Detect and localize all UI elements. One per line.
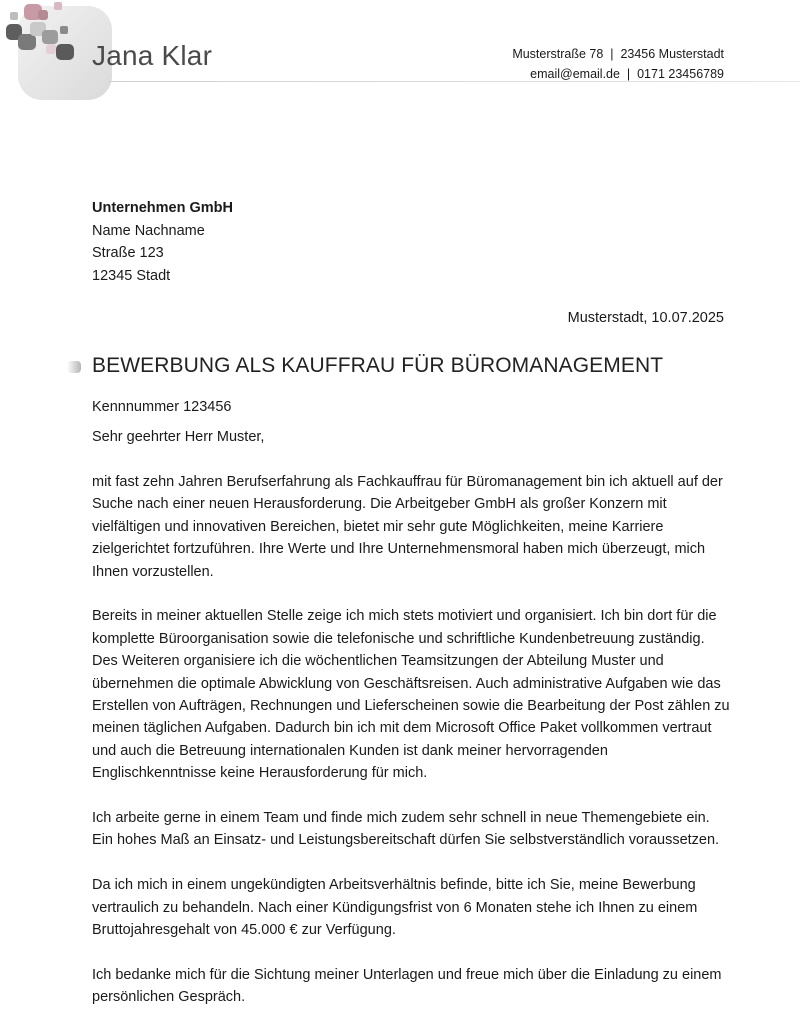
body-paragraph: Ich arbeite gerne in einem Team und finde mich zudem sehr schnell in neue Themengebiete ein. Ein hohes Maß an Einsatz- und Leistungsbereitschaft dürfen Sie selbstverständlich voraussetzen. (92, 810, 720, 849)
salutation: Sehr geehrter Herr Muster, (92, 429, 265, 445)
letter-subject: BEWERBUNG ALS KAUFFRAU FÜR BÜROMANAGEMENT (92, 354, 664, 377)
recipient-company: Unternehmen GmbH (92, 200, 233, 216)
sender-name: Jana Klar (92, 40, 213, 71)
reference-number: Kennnummer 123456 (92, 399, 232, 415)
letter-body (92, 471, 732, 1031)
recipient-person: Name Nachname (92, 222, 205, 239)
body-paragraph: Da ich mich in einem ungekündigten Arbeitsverhältnis befinde, bitte ich Sie, meine Bewerbung vertraulich zu behandeln. Nach einer Kündigungsfrist von 6 Monaten stehe ich Ihnen zu einem Bruttojahresgehalt von 45.000 € zur Verfügung. (92, 877, 698, 939)
body-paragraph: mit fast zehn Jahren Berufserfahrung als Fachkauffrau für Büromanagement bin ich aktuell auf der Suche nach einer neuen Herausforderung. Die Arbeitgeber GmbH als großer Konzern mit vielfältigen und innovativen Bereichen, bietet mir sehr gute Möglichkeiten, meine Karriere zielgerichtet fortzuführen. Ihre Werte und Ihre Unternehmensmoral haben mich überzeugt, mich Ihnen vorzustellen. (92, 474, 723, 580)
subject-bullet-icon (66, 359, 82, 375)
recipient-address (92, 197, 233, 287)
body-paragraph: Bereits in meiner aktuellen Stelle zeige ich mich stets motiviert und organisiert. Ich bin dort für die komplette Büroorganisation sowie die telefonische und schriftliche Kundenbetreuung zuständig. Des Weiteren organisiere ich die wöchentlichen Teamsitzungen der Abteilung Muster und übernehmen die optimale Abwicklung von Geschäftsreisen. Auch administrative Aufgaben wie das Erstellen von Aufträgen, Rechnungen und Lieferscheinen sowie die Bearbeitung der Post zählen zu meinen täglichen Aufgaben. Dadurch bin ich mit dem Microsoft Office Paket vollkommen vertraut und auch die Betreuung internationalen Kunden ist dank meiner hervorragenden Englischkenntnisse keine Herausforderung für mich. (92, 608, 730, 782)
body-paragraph: Ich bedanke mich für die Sichtung meiner Unterlagen und freue mich über die Einladung zu einem persönlichen Gespräch. (92, 966, 722, 1006)
letter-date: Musterstadt, 10.07.2025 (567, 310, 724, 326)
recipient-city: 12345 Stadt (92, 267, 171, 284)
sender-contact (512, 44, 724, 84)
header-divider (110, 81, 800, 82)
sender-address: Musterstraße 78 | 23456 Musterstadt (512, 47, 724, 61)
recipient-street: Straße 123 (92, 245, 164, 261)
sender-email-phone: email@email.de | 0171 23456789 (530, 67, 724, 81)
